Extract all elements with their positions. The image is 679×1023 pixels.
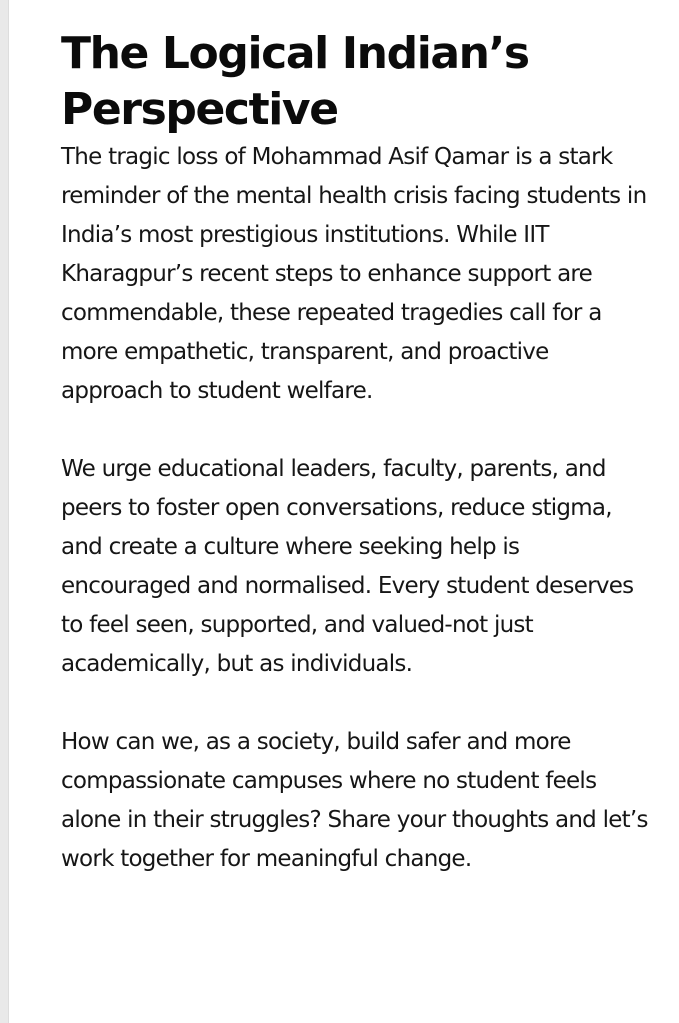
paragraph-2: We urge educational leaders, faculty, parents, and peers to foster open conversations, reduce stigma, and create a culture where seeking help is encouraged and normalised. Every student deserves to feel seen, supported, and valued-not just academically, but as individuals.: [61, 456, 634, 677]
article-section: [61, 26, 651, 879]
left-border-rule: [0, 0, 9, 1023]
paragraph-1: The tragic loss of Mohammad Asif Qamar is a stark reminder of the mental health crisis facing students in India’s most prestigious institutions. While IIT Kharagpur’s recent steps to enhance support are commendable, these repeated tragedies call for a more empathetic, transparent, and proactive approach to student welfare.: [61, 144, 647, 404]
section-heading: The Logical Indian’s Perspective: [61, 28, 529, 135]
paragraph-3: How can we, as a society, build safer and more compassionate campuses where no student feels alone in their struggles? Share your thoughts and let’s work together for meaningful change.: [61, 729, 648, 872]
